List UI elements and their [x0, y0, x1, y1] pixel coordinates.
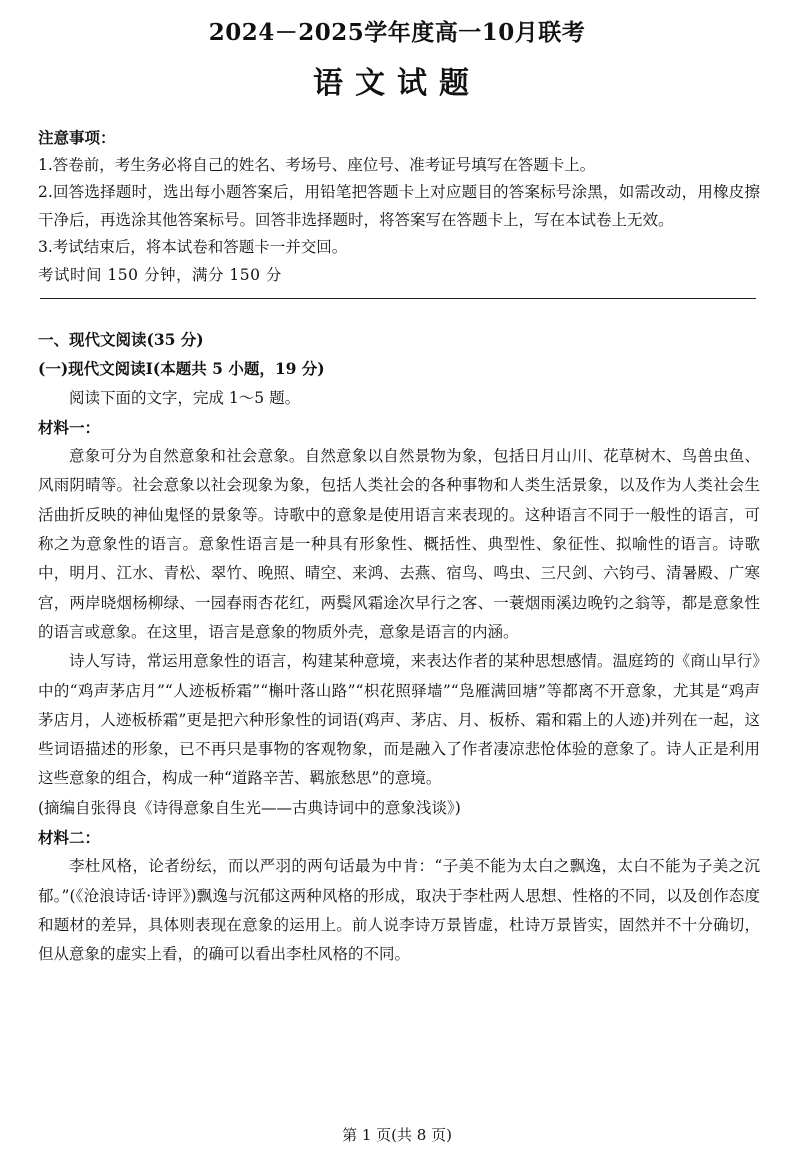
paragraph: 诗人写诗，常运用意象性的语言，构建某种意境，来表达作者的某种思想感情。温庭筠的《商山早行》中的“鸡声茅店月”“人迹板桥霜”“槲叶落山路”“枳花照驿墙”“凫雁满回塘”等都离不开意象，尤其是“鸡声茅店月，人迹板桥霜”更是把六种形象性的词语(鸡声、茅店、月、板桥、霜和霜上的人迹)并列在一起，这些词语描述的形象，已不再只是事物的客观物象，而是融入了作者凄凉悲怆体验的意象了。诗人正是利用这些意象的组合，构成一种“道路辛苦、羁旅愁思”的意境。	[38, 652, 760, 788]
exam-title: 2024－2025学年度高一10月联考	[208, 19, 586, 46]
section-title: 一、现代文阅读(35 分)	[38, 330, 204, 349]
source-citation: (摘编自张得良《诗得意象自生光——古典诗词中的意象浅谈》)	[38, 798, 461, 817]
notice-item: 2.回答选择题时，选出每小题答案后，用铅笔把答题卡上对应题目的答案标号涂黑，如需改动，用橡皮擦干净后，再选涂其他答案标号。回答非选择题时，将答案写在答题卡上，写在本试卷上无效。	[38, 183, 760, 229]
page-number: 第 1 页(共 8 页)	[342, 1126, 452, 1144]
notice-heading: 注意事项：	[38, 128, 116, 147]
subsection-title: (一)现代文阅读Ⅰ(本题共 5 小题，19 分)	[38, 359, 325, 379]
notice-item: 1.答卷前，考生务必将自己的姓名、考场号、座位号、准考证号填写在答题卡上。	[38, 155, 596, 174]
material-label: 材料二：	[38, 828, 101, 848]
subject-title: 语文试题	[313, 66, 481, 101]
divider	[40, 298, 756, 299]
instruction: 阅读下面的文字，完成 1～5 题。	[69, 388, 301, 407]
exam-time: 考试时间 150 分钟，满分 150 分	[38, 265, 282, 284]
paragraph: 李杜风格，论者纷纭，而以严羽的两句话最为中肯：“子美不能为太白之飘逸，太白不能为子美之沉郁。”(《沧浪诗话·诗评》)飘逸与沉郁这两种风格的形成，取决于李杜两人思想、性格的不同，以及创作态度和题材的差异，具体则表现在意象的运用上。前人说李诗万景皆虚，杜诗万景皆实，固然并不十分确切，但从意象的虚实上看，的确可以看出李杜风格的不同。	[38, 857, 760, 964]
material-label: 材料一：	[38, 417, 101, 437]
notice-item: 3.考试结束后，将本试卷和答题卡一并交回。	[38, 238, 348, 256]
paragraph: 意象可分为自然意象和社会意象。自然意象以自然景物为象，包括日月山川、花草树木、鸟兽虫鱼、风雨阴晴等。社会意象以社会现象为象，包括人类社会的各种事物和人类生活景象，以及作为人类社会生活曲折反映的神仙鬼怪的景象等。诗歌中的意象是使用语言来表现的。这种语言不同于一般性的语言，可称之为意象性的语言。意象性语言是一种具有形象性、概括性、典型性、象征性、拟喻性的语言。诗歌中，明月、江水、青松、翠竹、晚照、晴空、来鸿、去燕、宿鸟、鸣虫、三尺剑、六钧弓、清暑殿、广寒宫，两岸晓烟杨柳绿、一园春雨杏花红，两鬓风霜途次早行之客、一蓑烟雨溪边晚钓之翁等，都是意象性的语言或意象。在这里，语言是意象的物质外壳，意象是语言的内涵。	[38, 447, 760, 641]
reading-section	[38, 325, 760, 970]
notice-block	[38, 124, 760, 289]
